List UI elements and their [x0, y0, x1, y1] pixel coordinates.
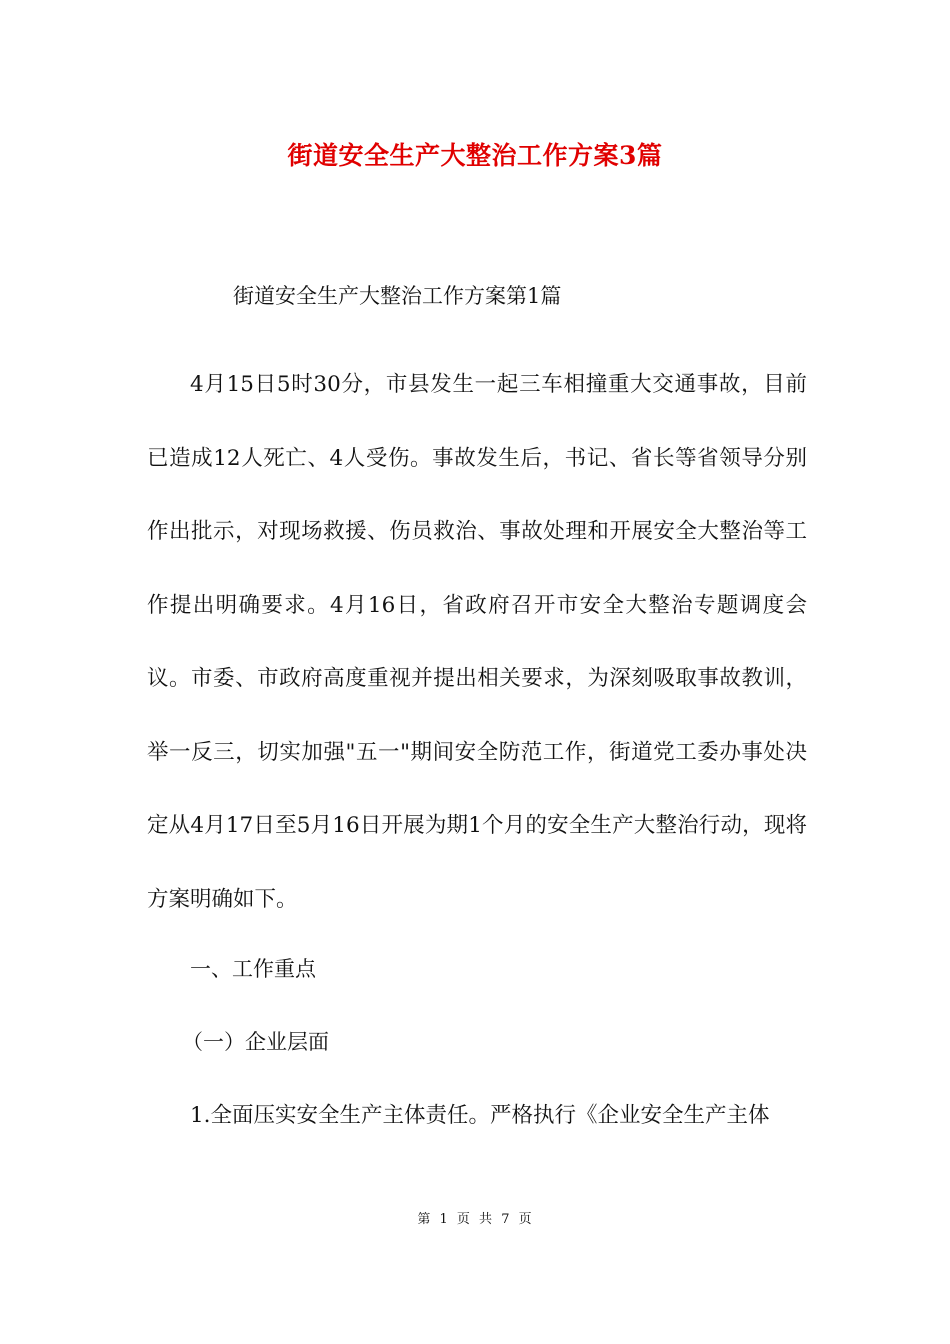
- subsection-heading: （一）企业层面: [182, 1030, 329, 1054]
- document-title: 街道安全生产大整治工作方案3篇: [287, 141, 663, 170]
- document-subtitle: 街道安全生产大整治工作方案第1篇: [233, 284, 562, 308]
- section-heading: 一、工作重点: [190, 957, 316, 981]
- body-paragraph: 4月15日5时30分，市县发生一起三车相撞重大交通事故，目前已造成12人死亡、4人受伤。事故发生后，书记、省长等省领导分别作出批示，对现场救援、伤员救治、事故处理和开展安全大整治等工作提出明确要求。4月16日，省政府召开市安全大整治专题调度会议。市委、市政府高度重视并提出相关要求，为深刻吸取事故教训，举一反三，切实加强"五一"期间安全防范工作，街道党工委办事处决定从4月17日至5月16日开展为期1个月的安全生产大整治行动，现将方案明确如下。: [147, 372, 807, 912]
- page-number-footer: 第 1 页 共 7 页: [417, 1212, 533, 1227]
- list-item: 1.全面压实安全生产主体责任。严格执行《企业安全生产主体: [190, 1103, 770, 1128]
